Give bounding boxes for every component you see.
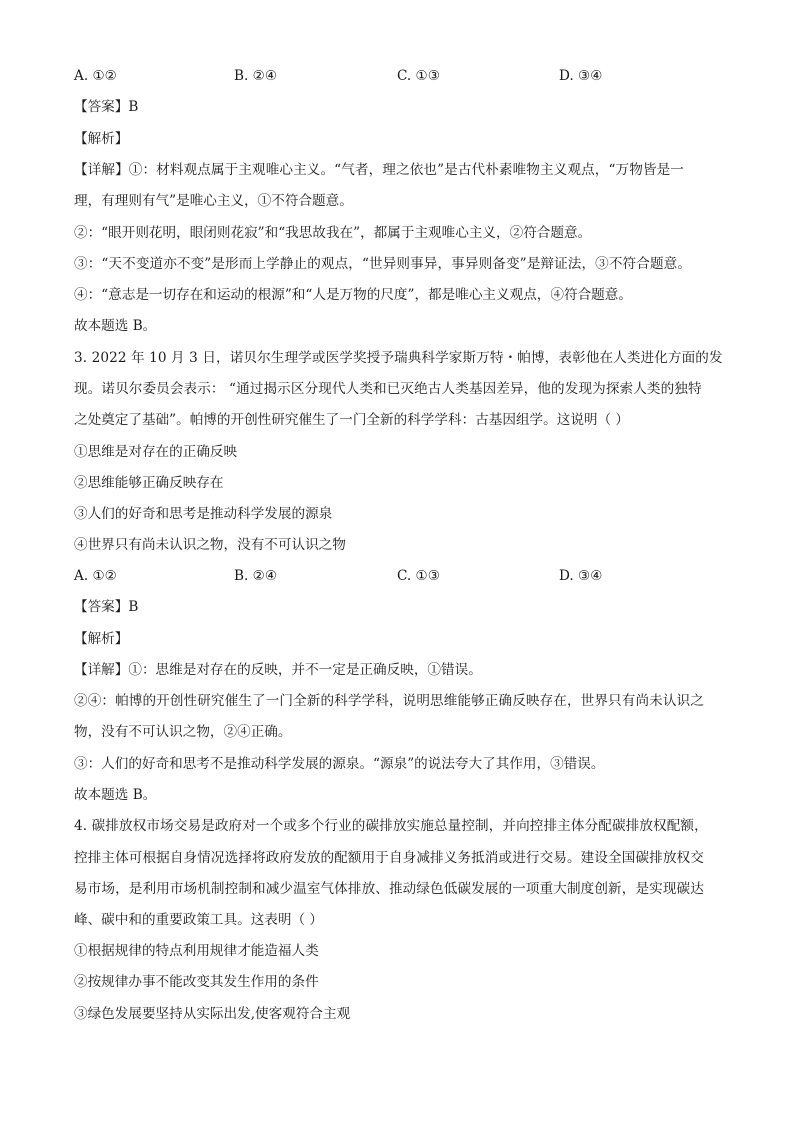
q3-conclusion: 故本题选 B。 (74, 787, 157, 803)
q2-detail-line: 理，有理则有气”是唯心主义，①不符合题意。 (74, 193, 353, 209)
q2-detail-line: 【详解】①：材料观点属于主观唯心主义。“气者，理之依也”是古代朴素唯物主义观点，“万物皆是一 (74, 162, 684, 178)
q2-detail-line: ②：“眼开则花明，眼闭则花寂”和“我思故我在”，都属于主观唯心主义，②符合题意。 (74, 225, 592, 241)
q3-statement: ②思维能够正确反映存在 (74, 475, 224, 491)
q2-option-b: B. ②④ (234, 68, 278, 84)
q2-analysis-heading: 【解析】 (74, 131, 129, 147)
q3-detail-line: 物，没有不可认识之物，②④正确。 (74, 724, 292, 740)
q4-stem-line: 4. 碳排放权市场交易是政府对一个或多个行业的碳排放实施总量控制，并向控排主体分配碳排放权配额， (74, 818, 708, 834)
q2-detail-line: ③：“天不变道亦不变”是形而上学静止的观点，“世异则事异，事异则备变”是辩证法，③不符合题意。 (74, 256, 692, 272)
q3-option-b: B. ②④ (234, 568, 278, 584)
q2-option-d: D. ③④ (559, 68, 603, 84)
q3-detail-line: ②④：帕博的开创性研究催生了一门全新的科学学科，说明思维能够正确反映存在，世界只有尚未认识之 (74, 693, 704, 709)
q3-analysis-heading: 【解析】 (74, 631, 129, 647)
q2-option-c: C. ①③ (397, 68, 440, 84)
q3-stem-line: 之处奠定了基础”。帕博的开创性研究催生了一门全新的科学学科：古基因组学。这说明（ ） (74, 412, 630, 428)
q3-option-c: C. ①③ (397, 568, 440, 584)
q4-stem-line: 控排主体可根据自身情况选择将政府发放的配额用于自身减排义务抵消或进行交易。建设全国碳排放权交 (74, 850, 704, 866)
q3-answer: 【答案】B (74, 599, 139, 615)
q3-statement: ①思维是对存在的正确反映 (74, 444, 238, 460)
q4-stem-line: 易市场，是利用市场机制控制和减少温室气体排放、推动绿色低碳发展的一项重大制度创新，是实现碳达 (74, 881, 704, 897)
q4-stem-line: 峰、碳中和的重要政策工具。这表明（ ） (74, 912, 324, 928)
q2-answer: 【答案】B (74, 99, 139, 115)
q4-statement: ①根据规律的特点利用规律才能造福人类 (74, 943, 319, 959)
q3-stem-line: 现。诺贝尔委员会表示： “通过揭示区分现代人类和已灭绝古人类基因差异，他的发现为探索人类的独特 (74, 381, 702, 397)
q3-option-a: A. ①② (74, 568, 117, 584)
q4-statement: ②按规律办事不能改变其发生作用的条件 (74, 974, 319, 990)
q3-detail-line: ③：人们的好奇和思考不是推动科学发展的源泉。“源泉”的说法夸大了其作用，③错误。 (74, 756, 605, 772)
q2-option-a: A. ①② (74, 68, 117, 84)
q3-statement: ③人们的好奇和思考是推动科学发展的源泉 (74, 506, 333, 522)
q2-detail-line: ④：“意志是一切存在和运动的根源”和“人是万物的尺度”，都是唯心主义观点，④符合题意。 (74, 287, 632, 303)
q3-statement: ④世界只有尚未认识之物，没有不可认识之物 (74, 537, 346, 553)
q3-detail-line: 【详解】①：思维是对存在的反映，并不一定是正确反映，①错误。 (74, 662, 482, 678)
q3-stem-line: 3. 2022 年 10 月 3 日，诺贝尔生理学或医学奖授予瑞典科学家斯万特・帕博，表彰他在人类进化方面的发 (74, 350, 723, 366)
q2-conclusion: 故本题选 B。 (74, 318, 157, 334)
q4-statement: ③绿色发展要坚持从实际出发,使客观符合主观 (74, 1006, 351, 1022)
q3-option-d: D. ③④ (559, 568, 603, 584)
